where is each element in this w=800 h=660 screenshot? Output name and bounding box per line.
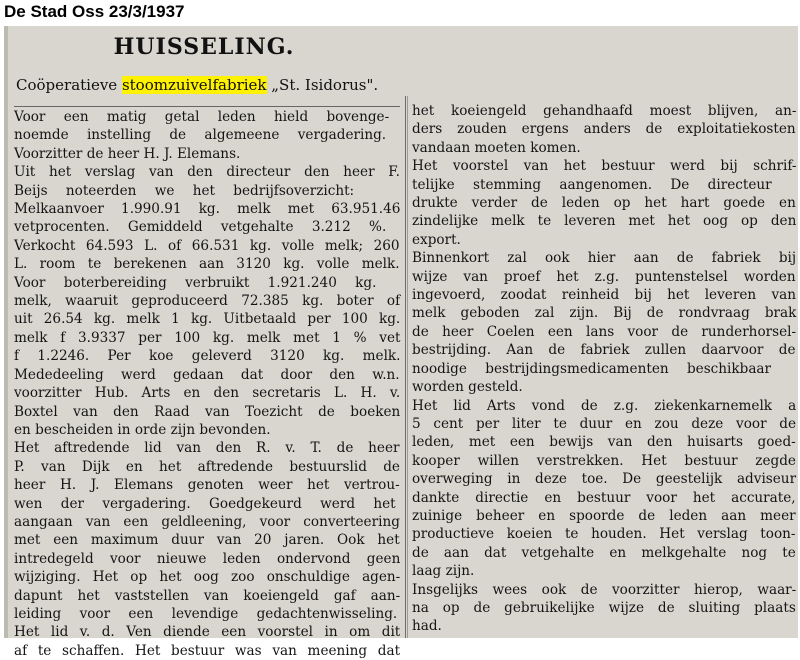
text-line: Voorzitter de heer H. J. Elemans. xyxy=(14,145,241,162)
text-line: na op de gebruikelijke wijze de sluiting plaats xyxy=(412,599,796,616)
text-line: Het lid v. d. Ven diende een voorstel in om dit xyxy=(14,624,401,641)
text-line: en bescheiden in orde zijn bevonden. xyxy=(14,421,271,438)
text-line: melk f 3.9337 per 100 kg. melk met 1 % vet xyxy=(14,329,401,346)
text-line: bestrijding. Aan de fabriek zullen daarvoor de xyxy=(412,342,796,359)
text-line: noodige bestrijdingsmedicamenten beschikbaar xyxy=(412,360,772,377)
text-line: aangaan van een geldleening, voor converteering xyxy=(14,513,400,530)
subhead-prefix: Coöperatieve xyxy=(16,76,122,94)
article-headline: HUISSELING. xyxy=(113,34,295,60)
text-line: voorzitter Hub. Arts en den secretaris L. H. v. xyxy=(14,385,401,402)
text-line: het koeiengeld gehandhaafd moest blijven, an- xyxy=(412,103,797,119)
text-line: leden, met een bewijs van den huisarts goed- xyxy=(412,434,796,451)
text-line: de heer Coelen een lans voor de runderhorsel- xyxy=(412,323,797,340)
article-subhead xyxy=(16,76,378,94)
text-line: Beijs noteerden we het bedrijfsoverzicht: xyxy=(14,182,355,199)
text-line: had. xyxy=(412,618,442,635)
text-line: vandaan moeten komen. xyxy=(412,139,581,156)
text-line: Mededeeling werd gedaan dat door den w.n. xyxy=(14,366,400,383)
text-line: leiding voor een levendige gedachtenwisseling. xyxy=(14,605,398,622)
text-line: zuinige beheer en spoorde de leden aan meer xyxy=(412,507,796,524)
clipping-edge xyxy=(4,26,8,638)
text-line: Insgelijks wees ook de voorzitter hierop, waar- xyxy=(412,581,797,598)
text-line: Het voorstel van het bestuur werd bij schrif- xyxy=(412,158,797,175)
column-divider xyxy=(405,96,406,638)
text-line: Het lid Arts vond de z.g. ziekenkarnemelk a xyxy=(412,397,797,414)
text-line: Boxtel van den Raad van Toezicht de boeken xyxy=(14,403,401,420)
article-column-right xyxy=(412,102,796,636)
text-line: Binnenkort zal ook hier aan de fabriek bij xyxy=(412,250,797,267)
text-line: drukte verder de leden op het hart goede en xyxy=(412,195,796,212)
text-line: P. van Dijk en het aftredende bestuurslid de xyxy=(14,458,400,475)
text-line: melk, waaruit geproduceerd 72.385 kg. boter of xyxy=(14,293,401,310)
text-line: L. room te berekenen aan 3120 kg. volle melk. xyxy=(14,256,400,273)
text-line: export. xyxy=(412,231,461,248)
text-line: af te schaffen. Het bestuur was van meening dat xyxy=(14,642,401,659)
text-line: worden gesteld. xyxy=(412,379,523,396)
text-line: zindelijke melk te leveren met het oog op den xyxy=(412,213,797,230)
text-line: dankte directie en bestuur voor het accurate, xyxy=(412,489,796,506)
text-line: Voor boterbereiding verbruikt 1.921.240 kg. xyxy=(14,274,377,291)
text-line: uit 26.54 kg. melk 1 kg. Uitbetaald per 100 kg. xyxy=(14,311,401,328)
text-line: dapunt het vaststellen van koeiengeld gaf aan- xyxy=(14,587,401,604)
text-line: kooper willen verstrekken. Het bestuur zegde xyxy=(412,452,796,469)
text-line: wijze van proef het z.g. puntenstelsel worden xyxy=(412,268,796,285)
text-line: ders zouden ergens anders de exploitatiekosten xyxy=(412,121,796,138)
text-line: overweging in deze toe. De geestelijk adviseur xyxy=(412,471,797,488)
text-line: f 1.2246. Per koe geleverd 3120 kg. melk. xyxy=(14,348,401,365)
highlighted-term: stoomzuivelfabriek xyxy=(121,76,267,94)
text-line: Verkocht 64.593 L. of 66.531 kg. volle melk; 260 xyxy=(14,237,400,254)
subhead-suffix: „St. Isidorus". xyxy=(266,76,379,94)
text-line: 5 cent per liter te duur en zou deze voor de xyxy=(412,415,797,432)
column-divider-shadow xyxy=(407,96,408,638)
text-line: wen der vergadering. Goedgekeurd werd het xyxy=(14,495,396,512)
headline-rule xyxy=(14,106,400,107)
text-line: ingevoerd, zoodat reinheid bij het leveren van xyxy=(412,287,796,304)
text-line: Voor een matig getal leden hield bovenge- xyxy=(14,109,390,125)
text-line: de aan dat vetgehalte en melkgehalte nog te xyxy=(412,544,796,561)
text-line: melk geboden zal zijn. Bij de rondvraag brak xyxy=(412,305,797,322)
article-column-left xyxy=(14,108,400,660)
text-line: heer H. J. Elemans genoten weer het vertrou- xyxy=(14,477,400,494)
text-line: laag zijn. xyxy=(412,563,475,580)
image-caption: De Stad Oss 23/3/1937 xyxy=(4,2,185,21)
text-line: Uit het verslag van den directeur den heer F. xyxy=(14,164,400,181)
text-line: telijke stemming aangenomen. De directeur xyxy=(412,176,772,193)
text-line: Melkaanvoer 1.990.91 kg. melk met 63.951.46 xyxy=(14,201,401,218)
text-line: productieve koeien te houden. Het verslag toon- xyxy=(412,526,796,543)
text-line: intredegeld voor nieuwe leden ondervond geen xyxy=(14,550,401,567)
text-line: met een maximum duur van 20 jaren. Ook het xyxy=(14,532,400,549)
text-line: noemde instelling de algemeene vergadering. xyxy=(14,127,387,144)
text-line: vetprocenten. Gemiddeld vetgehalte 3.212 %. xyxy=(14,219,387,236)
text-line: wijziging. Het op het oog zoo onschuldige agen- xyxy=(14,569,401,586)
text-line: Het aftredende lid van den R. v. T. de heer xyxy=(14,440,400,457)
newspaper-clipping xyxy=(4,26,798,659)
